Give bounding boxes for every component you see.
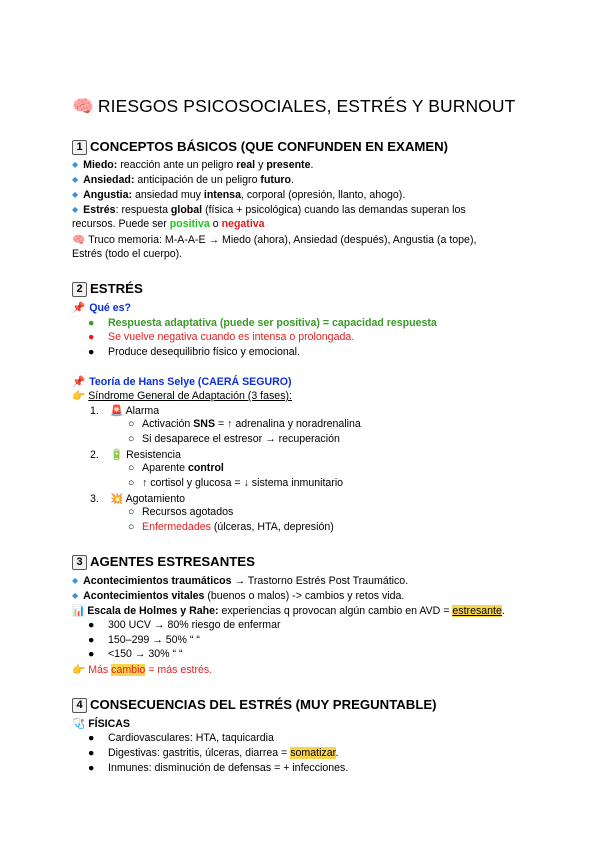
section-heading-4 [72, 697, 437, 713]
keycap-number-icon: 1 [72, 140, 87, 155]
pointing-hand-icon: 👉 [72, 664, 86, 676]
diamond-icon: ◆ [72, 190, 79, 199]
agent-vitales [72, 590, 404, 602]
text: Aparente [142, 462, 188, 474]
circle-bullet-icon: ○ [128, 418, 135, 430]
phase-3 [90, 492, 185, 505]
phase-number: 1. [90, 405, 99, 417]
highlighted-text: somatizar [290, 747, 336, 759]
list-item [88, 317, 437, 329]
diamond-icon: ◆ [72, 175, 79, 184]
text: anticipación de un peligro [134, 174, 261, 186]
keycap-number-icon: 4 [72, 698, 87, 713]
bullet-icon: ● [88, 331, 95, 343]
pointing-hand-icon: 👉 [72, 390, 86, 402]
text: <150 → 30% “ “ [108, 648, 183, 660]
list-item [88, 346, 300, 358]
text-bold: presente [266, 159, 311, 171]
circle-bullet-icon: ○ [128, 462, 135, 474]
bullet-icon: ● [88, 317, 95, 329]
text-bold: real [236, 159, 256, 171]
text: 300 UCV → 80% riesgo de enfermar [108, 619, 281, 631]
text: experiencias q provocan algún cambio en AVD = [218, 605, 453, 617]
sub-item [128, 506, 233, 518]
keycap-number-icon: 2 [72, 282, 87, 297]
text: Cardiovasculares: HTA, taquicardia [108, 732, 274, 744]
siren-icon: 🚨 [110, 405, 124, 417]
heading-text: ESTRÉS [90, 281, 143, 296]
title-text: RIESGOS PSICOSOCIALES, ESTRÉS Y BURNOUT [97, 96, 516, 116]
text: Si desaparece el estresor → recuperación [142, 433, 340, 445]
fisicas-heading [72, 717, 130, 730]
list-item [88, 762, 348, 774]
text: Estrés (todo el cuerpo). [72, 248, 183, 260]
text: Más [88, 664, 112, 676]
battery-icon: 🔋 [110, 449, 124, 461]
sub-item [128, 521, 334, 533]
concept-angustia [72, 189, 405, 201]
heading-text: CONCEPTOS BÁSICOS (QUE CONFUNDEN EN EXAMEN) [90, 139, 449, 154]
diamond-icon: ◆ [72, 576, 79, 585]
circle-bullet-icon: ○ [128, 477, 135, 489]
bullet-icon: ● [88, 747, 95, 759]
phase-2 [90, 448, 181, 461]
mas-cambio [72, 663, 212, 676]
page-title [72, 96, 515, 117]
bullet-icon: ● [88, 648, 95, 660]
text: o [209, 218, 222, 230]
term: Miedo: [83, 159, 118, 171]
term: Escala de Holmes y Rahe: [87, 605, 219, 617]
concept-estres [72, 204, 466, 216]
section-heading-3 [72, 554, 255, 570]
selye-heading [72, 375, 292, 388]
text: Agotamiento [125, 493, 186, 505]
highlighted-text: cambio [111, 664, 146, 676]
sub-item [128, 462, 224, 474]
text: , corporal (opresión, llanto, ahogo). [240, 189, 406, 201]
text: . [335, 747, 339, 759]
text: Se vuelve negativa cuando es intensa o prolongada. [108, 331, 355, 343]
list-item [88, 634, 200, 646]
text: recursos. Puede ser [72, 218, 170, 230]
text-bold: global [170, 204, 203, 216]
term: Ansiedad: [83, 174, 135, 186]
text-bold: control [187, 462, 224, 474]
bullet-icon: ● [88, 619, 95, 631]
circle-bullet-icon: ○ [128, 506, 135, 518]
term: Estrés [83, 204, 116, 216]
circle-bullet-icon: ○ [128, 521, 135, 533]
stethoscope-icon: 🩺 [72, 718, 86, 730]
text-bold: intensa [203, 189, 241, 201]
positiva-text: positiva [169, 218, 210, 230]
text: Resistencia [126, 449, 181, 461]
text: = ↑ adrenalina y noradrenalina [215, 418, 361, 430]
highlighted-text: estresante [452, 605, 502, 617]
text: : respuesta [115, 204, 171, 216]
brain-icon: 🧠 [72, 96, 94, 116]
text: = más estrés. [145, 664, 213, 676]
concept-estres-cont [72, 218, 265, 230]
text: ansiedad muy [132, 189, 204, 201]
text: FÍSICAS [88, 718, 130, 730]
term: Acontecimientos traumáticos [83, 575, 232, 587]
text-bold: futuro [260, 174, 292, 186]
holmes-rahe [72, 604, 505, 617]
bullet-icon: ● [88, 732, 95, 744]
text: Inmunes: disminución de defensas = + infecciones. [108, 762, 349, 774]
text: (buenos o malos) -> cambios y retos vida. [204, 590, 405, 602]
text: Activación [142, 418, 194, 430]
concept-miedo [72, 159, 313, 171]
phase-number: 3. [90, 493, 99, 505]
text: → Trastorno Estrés Post Traumático. [231, 575, 409, 587]
text: Recursos agotados [142, 506, 234, 518]
text: Truco memoria: M-A-A-E → Miedo (ahora), Ansiedad (después), Angustia (a tope), [88, 234, 477, 246]
list-item [88, 619, 281, 631]
heading-text: CONSECUENCIAS DEL ESTRÉS (MUY PREGUNTABLE) [90, 697, 437, 712]
diamond-icon: ◆ [72, 205, 79, 214]
pushpin-icon: 📌 [72, 302, 86, 314]
negativa-text: negativa [221, 218, 265, 230]
sub-item [128, 433, 340, 445]
diamond-icon: ◆ [72, 591, 79, 600]
bullet-icon: ● [88, 634, 95, 646]
section-heading-1 [72, 139, 448, 155]
text: ↑ cortisol y glucosa = ↓ sistema inmunitario [142, 477, 344, 489]
text: y [255, 159, 267, 171]
que-es-heading [72, 301, 131, 314]
phase-1 [90, 404, 159, 417]
text: Qué es? [89, 302, 132, 314]
text: (úlceras, HTA, depresión) [210, 521, 334, 533]
text: . [310, 159, 314, 171]
enfermedades-text: Enfermedades [142, 521, 211, 533]
agent-traumaticos [72, 575, 408, 587]
text: Digestivas: gastritis, úlceras, diarrea = [108, 747, 291, 759]
bullet-icon: ● [88, 762, 95, 774]
circle-bullet-icon: ○ [128, 433, 135, 445]
phase-number: 2. [90, 449, 99, 461]
section-heading-2 [72, 281, 143, 297]
concept-ansiedad [72, 174, 294, 186]
list-item [88, 648, 183, 660]
list-item [88, 732, 274, 744]
heading-text: AGENTES ESTRESANTES [90, 554, 255, 569]
sub-item [128, 418, 361, 430]
text: Teoría de Hans Selye (CAERÁ SEGURO) [89, 376, 292, 388]
list-item [88, 747, 339, 759]
bullet-icon: ● [88, 346, 95, 358]
term: Acontecimientos vitales [83, 590, 205, 602]
text: Síndrome General de Adaptación (3 fases): [88, 390, 292, 402]
text: Produce desequilibrio físico y emocional. [108, 346, 300, 358]
collision-icon: 💥 [110, 493, 124, 505]
memory-trick-cont [72, 248, 182, 260]
memory-trick [72, 233, 476, 246]
bar-chart-icon: 📊 [72, 605, 86, 617]
brain-icon: 🧠 [72, 234, 86, 246]
text: reacción ante un peligro [117, 159, 237, 171]
text: Alarma [125, 405, 160, 417]
sga-heading [72, 389, 292, 402]
sub-item [128, 477, 343, 489]
list-item [88, 331, 354, 343]
pushpin-icon: 📌 [72, 376, 86, 388]
text: Respuesta adaptativa (puede ser positiva) = capacidad respuesta [108, 317, 437, 329]
text: . [291, 174, 294, 186]
text: (física + psicológica) cuando las demandas superan los [202, 204, 466, 216]
text: 150–299 → 50% “ “ [108, 634, 200, 646]
keycap-number-icon: 3 [72, 555, 87, 570]
text-bold: SNS [193, 418, 216, 430]
term: Angustia: [83, 189, 133, 201]
text: . [501, 605, 505, 617]
diamond-icon: ◆ [72, 160, 79, 169]
